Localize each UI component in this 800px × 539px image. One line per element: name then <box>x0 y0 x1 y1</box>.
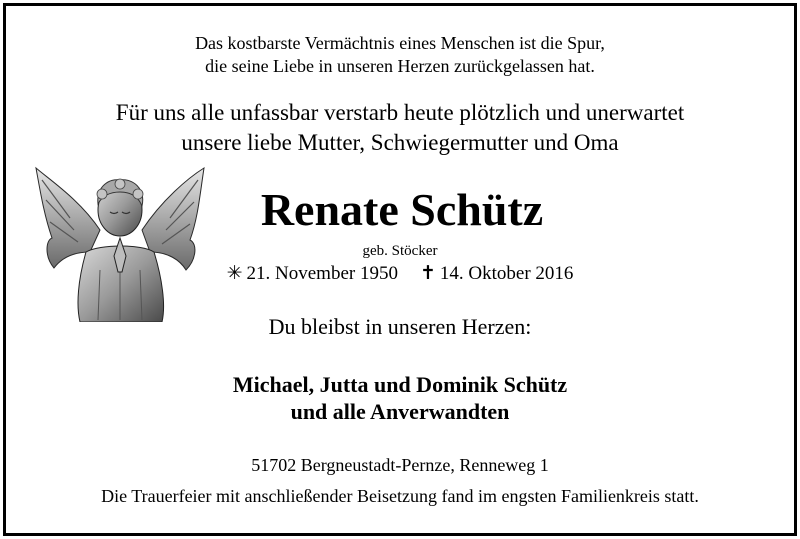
quote-line-2: die seine Liebe in unseren Herzen zurückgelassen hat. <box>205 56 595 76</box>
life-dates <box>0 262 800 285</box>
birth-name: geb. Stöcker <box>362 243 438 259</box>
memorial-quote <box>0 32 800 78</box>
intro-line-1: Für uns alle unfassbar verstarb heute plötzlich und unerwartet <box>115 100 685 125</box>
death-cross-icon: ✝ <box>419 263 436 284</box>
death-date: 14. Oktober 2016 <box>439 263 574 284</box>
address: 51702 Bergneustadt-Pernze, Renneweg 1 <box>251 455 549 475</box>
intro-line-2: unsere liebe Mutter, Schwiegermutter und Oma <box>181 130 619 155</box>
quote-line-1: Das kostbarste Vermächtnis eines Menschen ist die Spur, <box>195 33 605 53</box>
farewell-line: Du bleibst in unseren Herzen: <box>268 314 532 339</box>
deceased-name: Renate Schütz <box>260 184 544 235</box>
announcement-intro <box>0 98 800 158</box>
mourners-line-1: Michael, Jutta und Dominik Schütz <box>232 372 568 397</box>
mourners-line-2: und alle Anverwandten <box>290 399 510 424</box>
mourners <box>0 371 800 425</box>
birth-date: 21. November 1950 <box>246 263 398 284</box>
service-note: Die Trauerfeier mit anschließender Beisetzung fand im engsten Familienkreis statt. <box>101 486 699 506</box>
birth-star-icon: ✳ <box>226 263 243 284</box>
